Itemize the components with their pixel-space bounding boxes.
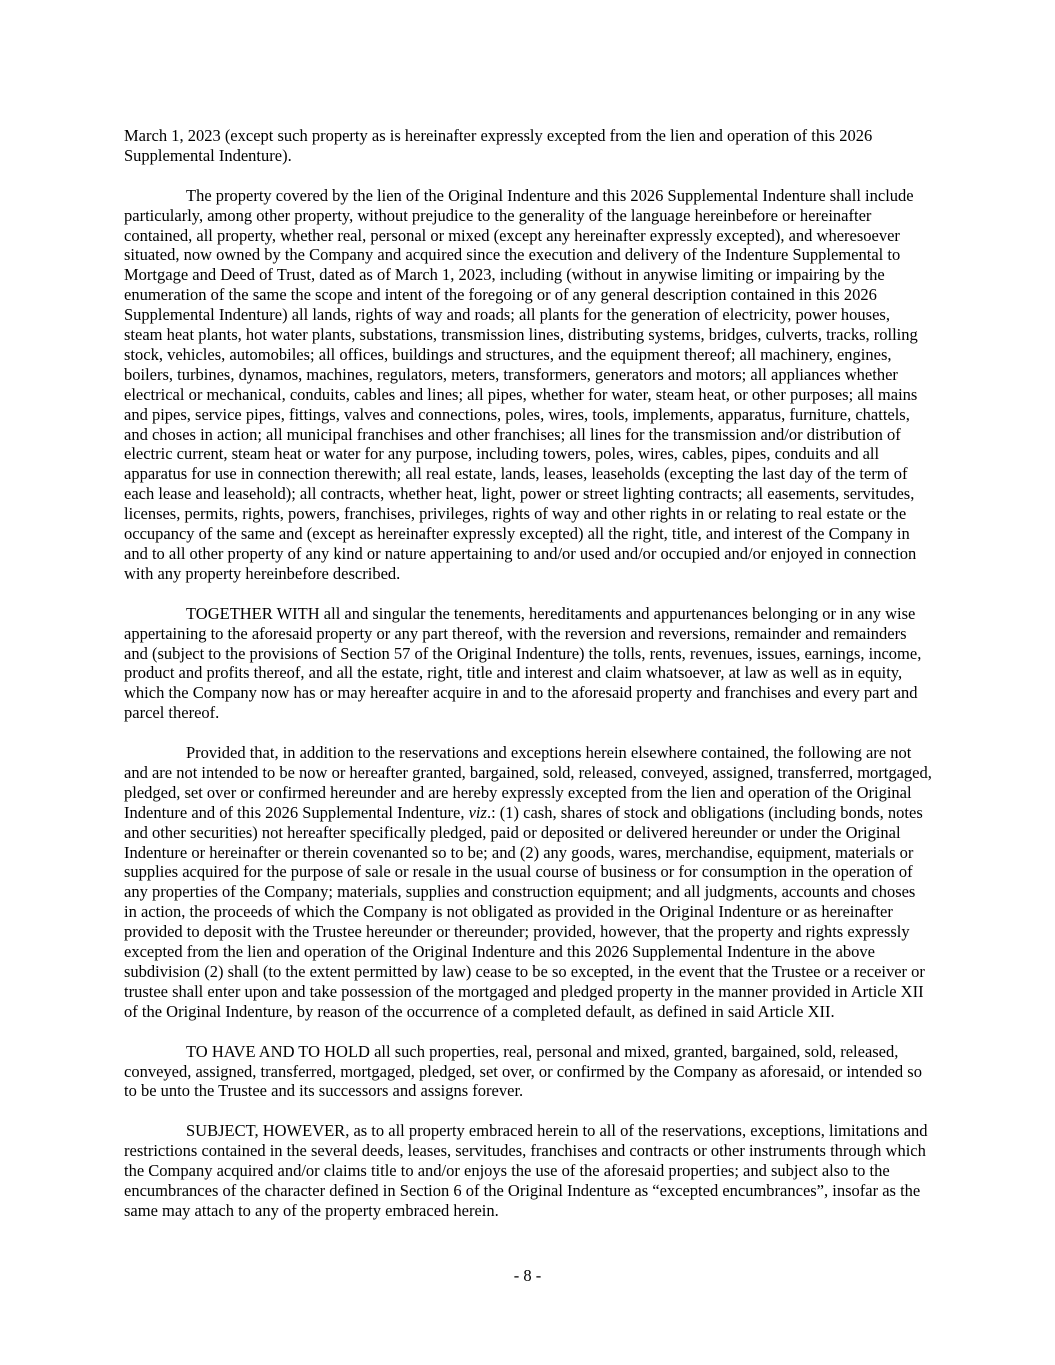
paragraph-provided-that-italic-viz: viz — [468, 802, 487, 822]
paragraph-provided-that-text-after: .: (1) cash, shares of stock and obligations (including bonds, notes and other securities) not hereafter specifically pledged, paid or deposited or delivered hereunder or under the Original Indenture or hereinafter or therein covenanted so to be; and (2) any goods, wares, merchandise, equipment, materials or supplies acquired for the purpose of sale or resale in the usual course of business or for consumption in the operation of any properties of the Company; materials, supplies and construction equipment; and all judgments, accounts and choses in action, the proceeds of which the Company is not obligated as provided in the Original Indenture or as hereinafter provided to deposit with the Trustee hereunder or thereunder; provided, however, that the property and rights expressly excepted from the lien and operation of the Original Indenture and this 2026 Supplemental Indenture in the above subdivision (2) shall (to the extent permitted by law) cease to be so excepted, in the event that the Trustee or a receiver or trustee shall enter upon and take possession of the mortgaged and pledged property in the manner provided in Article XII of the Original Indenture, by reason of the occurrence of a completed default, as defined in said Article XII. — [124, 802, 925, 1021]
paragraph-provided-that — [124, 743, 932, 1022]
page-number: - 8 - — [513, 1266, 542, 1285]
document-body — [124, 126, 932, 1241]
paragraph-to-have-and-to-hold: TO HAVE AND TO HOLD all such properties, real, personal and mixed, granted, bargained, sold, released, conveyed, assigned, transferred, mortgaged, pledged, set over, or confirmed by the Company as aforesaid, or intended so to be unto the Trustee and its successors and assigns forever. — [124, 1041, 922, 1101]
paragraph-continuation: March 1, 2023 (except such property as is hereinafter expressly excepted from the lien and operation of this 2026 Supplemental Indenture). — [124, 126, 873, 165]
paragraph-provided-that-text-before: Provided that, in addition to the reservations and exceptions herein elsewhere contained, the following are not and are not intended to be now or hereafter granted, bargained, sold, released, conveyed, assigned, transferred, mortgaged, pledged, set over or confirmed hereunder and are hereby expressly excepted from the lien and operation of the Original Indenture and of this 2026 Supplemental Indenture, — [124, 743, 932, 822]
paragraph-property-covered: The property covered by the lien of the Original Indenture and this 2026 Supplemental Indenture shall include particularly, among other property, without prejudice to the generality of the language hereinbefore or hereinafter contained, all property, whether real, personal or mixed (except any hereinafter expressly excepted), and wheresoever situated, now owned by the Company and acquired since the execution and delivery of the Indenture Supplemental to Mortgage and Deed of Trust, dated as of March 1, 2023, including (without in anywise limiting or impairing by the enumeration of the same the scope and intent of the foregoing or of any general description contained in this 2026 Supplemental Indenture) all lands, rights of way and roads; all plants for the generation of electricity, power houses, steam heat plants, hot water plants, substations, transmission lines, distributing systems, bridges, culverts, tracks, rolling stock, vehicles, automobiles; all offices, buildings and structures, and the equipment thereof; all machinery, engines, boilers, turbines, dynamos, machines, regulators, meters, transformers, generators and motors; all appliances whether electrical or mechanical, conduits, cables and lines; all pipes, whether for water, steam heat, or other purposes; all mains and pipes, service pipes, fittings, valves and connections, poles, wires, tools, implements, apparatus, furniture, chattels, and choses in action; all municipal franchises and other franchises; all lines for the transmission and/or distribution of electric current, steam heat or water for any purpose, including towers, poles, wires, cables, pipes, conduits and all apparatus for use in connection therewith; all real estate, lands, leases, leaseholds (excepting the last day of the term of each lease and leasehold); all contracts, whether heat, light, power or street lighting contracts; all easements, servitudes, licenses, permits, rights, powers, franchises, privileges, rights of way and other rights in or relating to real estate or the occupancy of the same and (except as hereinafter expressly excepted) all the right, title, and interest of the Company in and to all other property of any kind or nature appertaining to and/or used and/or occupied and/or enjoyed in connection with any property hereinbefore described. — [124, 185, 918, 583]
paragraph-together-with: TOGETHER WITH all and singular the tenements, hereditaments and appurtenances belonging or in any wise appertaining to the aforesaid property or any part thereof, with the reversion and reversions, remainder and remainders and (subject to the provisions of Section 57 of the Original Indenture) the tolls, rents, revenues, issues, earnings, income, product and profits thereof, and all the estate, right, title and interest and claim whatsoever, at law as well as in equity, which the Company now has or may hereafter acquire in and to the aforesaid property and franchises and every part and parcel thereof. — [124, 603, 922, 723]
paragraph-subject-however: SUBJECT, HOWEVER, as to all property embraced herein to all of the reservations, exceptions, limitations and restrictions contained in the several deeds, leases, servitudes, franchises and contracts or other instruments through which the Company acquired and/or claims title to and/or enjoys the use of the aforesaid properties; and subject also to the encumbrances of the character defined in Section 6 of the Original Indenture as “excepted encumbrances”, insofar as the same may attach to any of the property embraced herein. — [124, 1121, 928, 1220]
